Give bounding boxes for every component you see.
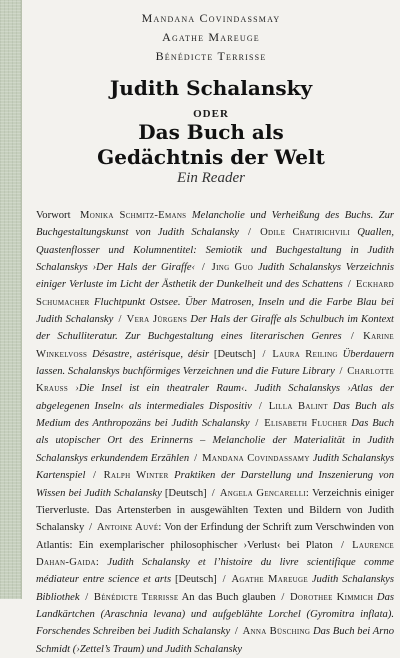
table-of-contents [36,207,395,655]
contents-entry-language-note: [Deutsch] [164,487,207,499]
contents-entry [94,592,276,603]
contents-entry-author: Ralph Winter [103,470,169,482]
contents-separator: / [343,331,362,343]
book-author: Judith Schalansky [109,76,313,100]
contents-separator: / [86,522,95,534]
contents-entry-author: Jing Guo [211,262,254,274]
contents-entry-title: Verzeichnis einiger Tierverluste. Das Artensterben in ausgewählten Texten und Bildern von Judith Schalansky [36,487,394,534]
contents-separator: / [257,348,271,360]
cover-spine-texture [0,0,22,599]
contents-entry-title: Melancholie und Verheißung des Buchs. Zur Buchgestaltungskunst von Judith Schalansky [36,210,395,239]
contents-entry-author: Angela Gencarelli: [219,487,310,499]
contents-separator: / [277,591,288,603]
contents-entry-author: Monika Schmitz-Emans [80,210,187,221]
contents-entry-author: Odile Chatirichvili [260,227,351,239]
contents-separator: / [191,452,201,464]
contents-entry-author: Dorothee Kimmich [289,591,374,603]
editor-name: Agathe Mareuge [162,30,260,44]
contents-separator: / [241,227,259,239]
contents-entry-title: Das Buch als utopischer Ort des Erinnerns – Melancholie der Materialität in Judith Schalanskys erkundendem Erzählen [36,418,394,464]
contents-entry-language-note: [Deutsch] [213,348,256,360]
contents-entry-author: Laurence Dahan-Gaida: [36,539,394,568]
contents-entry-title: Überdauern lassen. Schalanskys buchförmiges Verzeichnen und die Future Library [36,348,395,378]
contents-separator: / [232,626,241,638]
contents-entry-language-note: [Deutsch] [175,574,217,586]
editor-name: Bénédicte Terrisse [155,49,267,63]
contents-intro: Vorwort [36,210,71,221]
contents-entry-author: Lilla Balint [268,400,328,412]
contents-entry-title: Fluchtpunkt Ostsee. Über Matrosen, Inseln und die Farbe Blau bei Judith Schalansky [36,296,394,326]
contents-entry-title: ›Die Insel ist ein theatraler Raum‹. Judith Schalanskys ›Atlas der abgelegenen Inseln‹ als intermediales Dispositiv [36,383,394,412]
contents-separator: / [218,574,230,586]
contents-entry-author: Mandana Covindassamy [202,452,310,464]
contents-entry-title: Judith Schalansky et l’histoire du livre scientifique comme médiateur entre science et arts [36,556,394,586]
contents-entry-title: Judith Schalanskys Verzeichnis einiger Verluste im Licht der Ästhetik der Dunkelheit und des Schattens [36,262,394,291]
contents-separator: / [208,487,218,499]
contents-entry-title: An das Buch glauben [181,591,276,603]
contents-entry-title: Das Landkärtchen (Araschnia levana) und aufgeblähte Lorchel (Gyromitra inflata). Forschendes Schreiben bei Judith Schalansky [36,591,394,638]
book-title [22,120,400,170]
contents-entry-author: Anna Büsching [242,626,311,638]
editor-name: Mandana Covindassmay [141,11,281,25]
contents-separator: / [197,262,210,274]
contents-entry-author: Karine Winkelvoss [36,331,394,360]
title-connector: ODER [193,108,229,120]
contents-entry-title: Das Buch bei Arno Schmidt (›Zettel’s Traum) und Judith Schalansky [36,626,394,655]
contents-entry-author: Bénédicte Terrisse [93,591,179,603]
contents-entry-author: Eckhard Schumacher [36,279,394,308]
contents-separator: / [336,366,346,378]
contents-entry-author: Elisabeth Flucher [264,418,348,430]
book-cover [22,0,400,655]
book-title-line: Das Buch als [138,120,284,144]
contents-entry-author: Laura Reiling [272,348,338,360]
contents-entry-title: Praktiken der Darstellung und Inszenierung von Wissen bei Judith Schalansky [36,470,395,499]
contents-entry-author: Antoine Auvé: [96,522,162,534]
editors-block [22,9,400,66]
contents-entry-title: Das Buch als Medium des Anthropozäns bei Judith Schalansky [36,400,394,430]
contents-entry-title: Judith Schalanskys Bibliothek [36,574,394,603]
contents-entry-title: Judith Schalanskys Kartenspiel [36,452,394,482]
contents-separator: / [87,470,102,482]
contents-separator: / [81,591,92,603]
contents-separator: / [344,279,354,291]
contents-entry-title: Désastre, astérisque, désir [92,348,210,360]
book-title-line: Gedächtnis der Welt [97,145,325,169]
contents-entry-title: Der Hals der Giraffe als Schulbuch im Kontext der Schulliteratur. Zur Buchgestaltung eines literarischen Genres [36,314,394,343]
contents-separator: / [253,400,267,412]
contents-entry-author: Vera Jürgens [126,314,188,326]
contents-separator: / [115,314,125,326]
book-subtitle: Ein Reader [177,170,245,186]
contents-entry-title: Von der Erfindung der Schrift zum Verschwinden von Atlantis: Ein exemplarischer philosophischer ›Verlust‹ bei Platon [36,522,394,551]
contents-entry-title: Quallen, Quastenflosser und Kolumnentitel: Semiotik und Buchgestaltung in Judith Schalanskys ›Der Hals der Giraffe‹ [36,227,394,274]
contents-entry-author: Agathe Mareuge [231,574,308,586]
contents-entry-author: Charlotte Krauss [36,366,394,395]
contents-separator: / [334,539,351,551]
contents-separator: / [251,418,263,430]
